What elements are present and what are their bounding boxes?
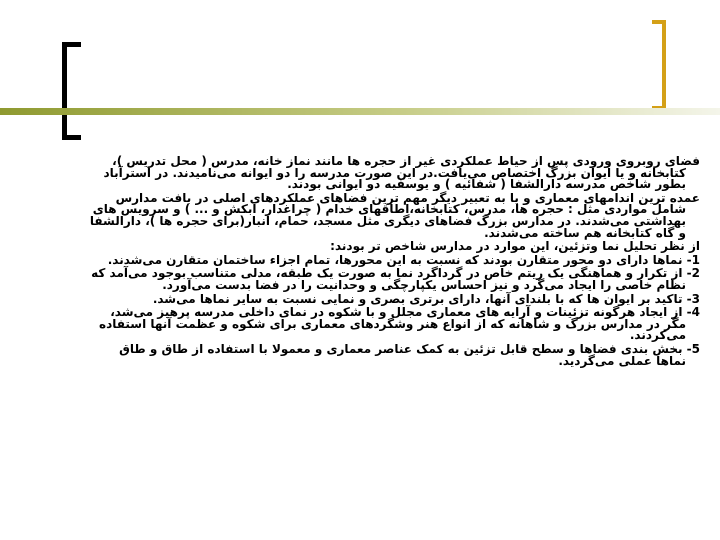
left-bracket-decoration (62, 42, 81, 140)
title-divider-rule (0, 108, 720, 115)
paragraph-facade-intro: از نظر تحلیل نما وتزئین، این موارد در مدارس شاخص تر بودند: (330, 239, 700, 254)
list-item-3: 3- تاکید بر ایوان ها که با بلندای آنها، دارای برتری بصری و نمایی نسبت به سایر نماها می‌شد. (152, 291, 700, 306)
list-item-5: 5- بخش بندی فضاها و سطح قابل تزئین به کمک عناصر معماری و معمولا با استفاده از طاق و طاق نماها عملی می‌گردید. (119, 341, 700, 368)
list-item-4: 4- از ایجاد هرگونه تزئینات و آرایه های معماری مجلل و با شکوه در نمای داخلی مدرسه پرهیز می‌شد، مگر در مدارس بزرگ و شاهانه که از انواع هنر وشگردهای معماری برای شکوه و عظمت آنها استفاده می‌کردند. (98, 305, 700, 343)
list-item-1: 1- نماها دارای دو محور متقارن بودند که نسبت به این محورها، تمام اجزاء ساختمان متقارن می‌شدند. (107, 252, 700, 267)
paragraph-main-spaces: عمده ترین اندامهای معماری و یا به تعبیر دیگر مهم ترین فضاهای عملکردهای اصلی در بافت مدارس شامل مواردی مثل : حجره ها، مدرس، کتابخانه،اطاقهای خدام ( چراغدار، آبکش و ... ) و سرویس های بهداشتی می‌شدند. در مدارس بزرگ فضاهای دیگری مثل مسجد، حمام، انبار(برای حجره ها )، دارالشفا و گاه کتابخانه هم ساخته می‌شدند. (89, 190, 700, 240)
list-item-2: 2- از تکرار و هماهنگی یک ریتم خاص در گرداگرد نما به صورت یک طبقه، مدلی متناسب بوجود می‌آمد که نظام خاصی را ایجاد می‌گرد و نیز احساس یکپارچگی و وحدانیت را در فضا بدست می‌آورد. (91, 266, 700, 292)
paragraph-entrance-space: فضای روبروی ورودی پس از حیاط عملکردی غیر از حجره ها مانند نماز خانه، مدرس ( محل تدریس )، کتابخانه و یا ایوان بزرگ اختصاص می‌یافت.در این صورت مدرسه را دو ایوانه می‌نامیدند. در استرآباد بطور شاخص مدرسه دارالشفا ( شفائیه ) و یوسفیه دو ایوانی بودند. (103, 154, 700, 192)
slide-body (88, 156, 700, 369)
right-bracket-decoration (652, 20, 666, 110)
